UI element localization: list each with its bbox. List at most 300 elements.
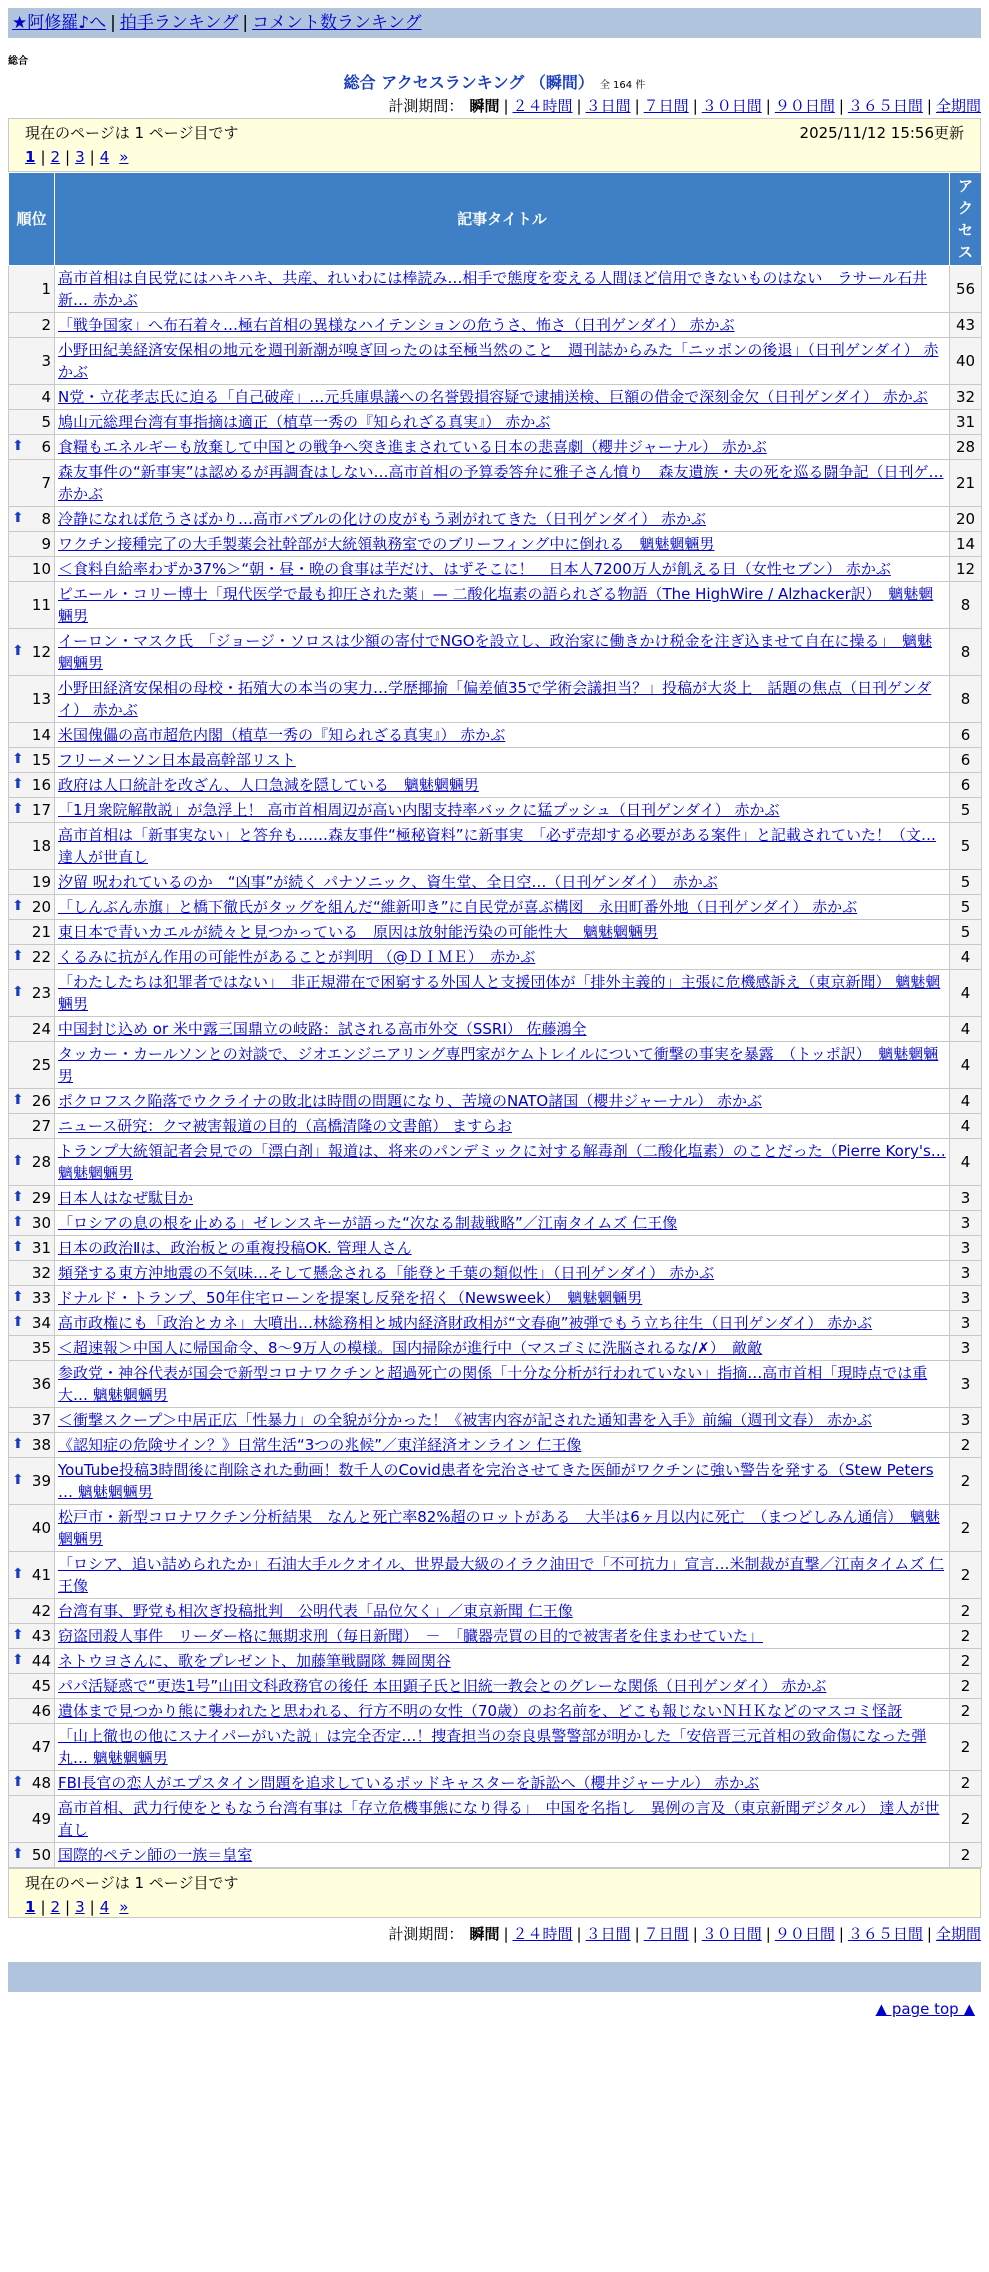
article-link[interactable]: 「戦争国家」へ布石着々…極右首相の異様なハイテンションの危うさ、怖さ（日刊ゲンダイ） 赤かぶ: [58, 316, 735, 334]
rank-up-arrow-icon: ⬆: [12, 510, 24, 526]
article-link[interactable]: 政府は人口統計を改ざん、人口急減を隠している 魑魅魍魎男: [58, 776, 479, 794]
table-row: [9, 798, 982, 823]
table-row: [9, 1771, 982, 1796]
access-count: 2: [950, 1699, 982, 1724]
title-cell: [55, 1552, 950, 1599]
article-link[interactable]: 米国傀儡の高市超危内閣（植草一秀の『知られざる真実』） 赤かぶ: [58, 726, 506, 744]
period-selector-bottom: 計測期間： 瞬間 | ２４時間 | ３日間 | ７日間 | ３０日間 | ９０日間 | ３６５日間 | 全期間: [388, 1925, 981, 1943]
table-row: [9, 895, 982, 920]
title-cell: [55, 895, 950, 920]
article-link[interactable]: 「ロシア、追い詰められたか」石油大手ルクオイル、世界最大級のイラク油田で「不可抗力」宣言…米制裁が直撃／江南タイムズ 仁王像: [58, 1555, 945, 1595]
table-row: [9, 920, 982, 945]
page-link-2[interactable]: 2: [50, 1898, 61, 1916]
nav-link-clap-ranking[interactable]: 拍手ランキング: [119, 13, 239, 33]
rank-up-arrow-icon: ⬆: [12, 1627, 24, 1643]
article-link[interactable]: ポクロフスク陥落でウクライナの敗北は時間の問題になり、苦境のNATO諸国（櫻井ジャーナル） 赤かぶ: [58, 1092, 762, 1110]
title-cell: [55, 1361, 950, 1408]
rank-cell: [9, 1699, 55, 1724]
rank-cell: [9, 895, 55, 920]
table-row: [9, 1505, 982, 1552]
title-cell: [55, 1211, 950, 1236]
title-cell: [55, 1649, 950, 1674]
access-count: 4: [950, 1114, 982, 1139]
rank-cell: [9, 1408, 55, 1433]
rank-cell: [9, 435, 55, 460]
rank-number: 37: [31, 1411, 51, 1429]
article-link[interactable]: ネトウヨさんに、歌をプレゼント、加藤筆戦闘隊 舞岡関谷: [58, 1652, 451, 1670]
access-count: 3: [950, 1236, 982, 1261]
article-link[interactable]: ニュース研究：クマ被害報道の目的（高橋清隆の文書館） ますらお: [58, 1117, 513, 1135]
pagination: 1 | 2 | 3 | 4 »: [25, 148, 129, 166]
rank-cell: [9, 1042, 55, 1089]
table-row: [9, 1211, 982, 1236]
title-header: 記事タイトル: [55, 173, 950, 266]
rank-number: 46: [31, 1702, 51, 1720]
ranking-rows: [9, 266, 982, 1868]
title-cell: [55, 870, 950, 895]
rank-up-arrow-icon: ⬆: [12, 1153, 24, 1169]
title-cell: [55, 723, 950, 748]
rank-up-arrow-icon: ⬆: [12, 984, 24, 1000]
page-link-3[interactable]: 3: [75, 1898, 85, 1916]
title-cell: [55, 1796, 950, 1843]
table-row: [9, 1017, 982, 1042]
table-row: [9, 1139, 982, 1186]
table-row: [9, 1699, 982, 1724]
pagination-box-top: [8, 118, 981, 172]
rank-up-arrow-icon: ⬆: [12, 1472, 24, 1488]
nav-link-comment-ranking[interactable]: コメント数ランキング: [252, 13, 422, 33]
title-cell: [55, 920, 950, 945]
access-count: 2: [950, 1674, 982, 1699]
article-link[interactable]: ＜衝撃スクープ＞中居正広「性暴力」の全貌が分かった！《被害内容が記された通知書を入手》前編（週刊文春） 赤かぶ: [58, 1411, 873, 1429]
table-row: [9, 1843, 982, 1868]
rank-number: 19: [31, 873, 51, 891]
rank-cell: [9, 582, 55, 629]
table-row: [9, 723, 982, 748]
rank-cell: [9, 1796, 55, 1843]
table-row: [9, 532, 982, 557]
access-count: 32: [950, 385, 982, 410]
rank-cell: [9, 557, 55, 582]
table-row: [9, 1674, 982, 1699]
access-count: 2: [950, 1552, 982, 1599]
article-link[interactable]: ＜食料自給率わずか37%＞“朝・昼・晩の食事は芋だけ、はずそこに！ 日本人7200万人が飢える日（女性セブン） 赤かぶ: [58, 560, 891, 578]
article-link[interactable]: 高市首相は「新事実ない」と答弁も……森友事件“極秘資料”に新事実 「必ず売却する必要がある案件」と記載されていた！（文… 達人が世直し: [58, 826, 937, 866]
bottom-bar: [8, 1962, 981, 1992]
rank-cell: [9, 870, 55, 895]
article-link[interactable]: パパ活疑惑で“更迭1号”山田文科政務官の後任 本田顕子氏と旧統一教会とのグレーな関係（日刊ゲンダイ） 赤かぶ: [58, 1677, 827, 1695]
rank-cell: [9, 313, 55, 338]
rank-number: 16: [31, 776, 51, 794]
total-count: 全 164 件: [599, 80, 646, 91]
period-current: 瞬間: [469, 97, 500, 115]
access-count: 2: [950, 1843, 982, 1868]
access-count: 6: [950, 773, 982, 798]
article-link[interactable]: YouTube投稿3時間後に削除された動画！数千人のCovid患者を完治させてきた医師がワクチンに強い警告を発する（Stew Peters … 魑魅魍魎男: [58, 1461, 934, 1501]
access-count: 12: [950, 557, 982, 582]
rank-cell: [9, 1286, 55, 1311]
article-link[interactable]: ワクチン接種完了の大手製薬会社幹部が大統領執務室でのブリーフィング中に倒れる 魑魅魍魎男: [58, 535, 715, 553]
rank-cell: [9, 1433, 55, 1458]
period-link-7d[interactable]: ７日間: [643, 1925, 689, 1943]
access-count: 3: [950, 1286, 982, 1311]
period-link-7d[interactable]: ７日間: [643, 97, 689, 115]
title-cell: [55, 1286, 950, 1311]
table-row: [9, 823, 982, 870]
nav-separator: |: [242, 13, 249, 33]
table-row: [9, 1286, 982, 1311]
rank-up-arrow-icon: ⬆: [12, 1314, 24, 1330]
rank-number: 27: [31, 1117, 51, 1135]
article-link[interactable]: ピエール・コリー博士「現代医学で最も抑圧された薬」— 二酸化塩素の語られざる物語（The HighWire / Alzhacker訳） 魑魅魍魎男: [58, 585, 934, 625]
rank-number: 10: [31, 560, 51, 578]
rank-cell: [9, 266, 55, 313]
access-count: 40: [950, 338, 982, 385]
table-row: [9, 1311, 982, 1336]
page-link-1[interactable]: 1: [25, 1898, 36, 1916]
rank-cell: [9, 460, 55, 507]
rank-cell: [9, 410, 55, 435]
rank-number: 31: [31, 1239, 51, 1257]
article-link[interactable]: 窃盗団殺人事件 リーダー格に無期求刑（毎日新聞） － 「臓器売買の目的で被害者を住まわせていた」: [58, 1627, 764, 1645]
rank-number: 26: [31, 1092, 51, 1110]
title-cell: [55, 629, 950, 676]
page-link-3[interactable]: 3: [75, 148, 85, 166]
title-cell: [55, 1458, 950, 1505]
rank-up-arrow-icon: ⬆: [12, 1436, 24, 1452]
rank-number: 50: [31, 1846, 51, 1864]
rank-number: 6: [41, 438, 51, 456]
period-link-3d[interactable]: ３日間: [585, 1925, 631, 1943]
period-link-30d[interactable]: ３０日間: [701, 97, 762, 115]
title-cell: [55, 507, 950, 532]
rank-up-arrow-icon: ⬆: [12, 1289, 24, 1305]
table-row: [9, 385, 982, 410]
title-cell: [55, 1089, 950, 1114]
rank-up-arrow-icon: ⬆: [12, 948, 24, 964]
article-link[interactable]: ドナルド・トランプ、50年住宅ローンを提案し反発を招く（Newsweek） 魑魅魍魎男: [58, 1289, 643, 1307]
title-cell: [55, 1505, 950, 1552]
article-link[interactable]: フリーメーソン日本最高幹部リスト: [58, 751, 296, 769]
table-row: [9, 1796, 982, 1843]
rank-number: 25: [31, 1056, 51, 1074]
article-link[interactable]: 松戸市・新型コロナワクチン分析結果 なんと死亡率82%超のロットがある 大半は6ヶ月以内に死亡 （まつどしみん通信） 魑魅魍魎男: [58, 1508, 940, 1548]
period-selector-top: 計測期間： 瞬間 | ２４時間 | ３日間 | ７日間 | ３０日間 | ９０日間 | ３６５日間 | 全期間: [388, 97, 981, 115]
rank-cell: [9, 1186, 55, 1211]
period-link-24h[interactable]: ２４時間: [512, 97, 573, 115]
access-count: 4: [950, 970, 982, 1017]
current-page-text-bottom: 現在のページは 1 ページ目です: [25, 1874, 239, 1892]
rank-up-arrow-icon: ⬆: [12, 643, 24, 659]
rank-number: 34: [31, 1314, 51, 1332]
period-link-24h[interactable]: ２４時間: [512, 1925, 573, 1943]
rank-cell: [9, 773, 55, 798]
table-row: [9, 1433, 982, 1458]
page-link-2[interactable]: 2: [50, 148, 61, 166]
article-link[interactable]: 「1月衆院解散説」が急浮上！ 高市首相周辺が高い内閣支持率バックに猛プッシュ（日刊ゲンダイ） 赤かぶ: [58, 801, 780, 819]
rank-cell: [9, 1458, 55, 1505]
access-count: 4: [950, 1042, 982, 1089]
rank-cell: [9, 1089, 55, 1114]
article-link[interactable]: 食糧もエネルギーも放棄して中国との戦争へ突き進まされている日本の悲喜劇（櫻井ジャーナル） 赤かぶ: [58, 438, 767, 456]
article-link[interactable]: くるみに抗がん作用の可能性があることが判明 （@ＤＩＭＥ） 赤かぶ: [58, 948, 536, 966]
title-cell: [55, 1408, 950, 1433]
rank-number: 5: [41, 413, 51, 431]
rank-number: 3: [41, 352, 51, 370]
rank-cell: [9, 1771, 55, 1796]
rank-cell: [9, 798, 55, 823]
rank-up-arrow-icon: ⬆: [12, 1846, 24, 1862]
access-count: 5: [950, 895, 982, 920]
rank-up-arrow-icon: ⬆: [12, 1092, 24, 1108]
period-link-365d[interactable]: ３６５日間: [847, 97, 923, 115]
rank-number: 8: [41, 510, 51, 528]
rank-cell: [9, 676, 55, 723]
article-link[interactable]: 「ロシアの息の根を止める」ゼレンスキーが語った“次なる制裁戦略”／江南タイムズ 仁王像: [58, 1214, 678, 1232]
period-current: 瞬間: [469, 1925, 500, 1943]
title-cell: [55, 338, 950, 385]
title-cell: [55, 773, 950, 798]
rank-cell: [9, 1114, 55, 1139]
nav-link-asyura[interactable]: ★阿修羅♪へ: [12, 13, 107, 33]
article-link[interactable]: 頻発する東方沖地震の不気味…そして懸念される「能登と千葉の類似性」（日刊ゲンダイ） 赤かぶ: [58, 1264, 715, 1282]
period-link-all[interactable]: 全期間: [935, 1925, 981, 1943]
access-count: 3: [950, 1408, 982, 1433]
table-row: [9, 676, 982, 723]
rank-number: 12: [31, 643, 51, 661]
table-row: [9, 1336, 982, 1361]
rank-number: 1: [41, 280, 51, 298]
title-cell: [55, 1311, 950, 1336]
table-row: [9, 582, 982, 629]
nav-separator: |: [110, 13, 116, 33]
rank-number: 32: [31, 1264, 51, 1282]
page-link-4[interactable]: 4: [99, 148, 110, 166]
access-count: 5: [950, 920, 982, 945]
table-row: [9, 1724, 982, 1771]
access-count: 5: [950, 823, 982, 870]
rank-number: 44: [31, 1652, 51, 1670]
access-count: 43: [950, 313, 982, 338]
access-count: 3: [950, 1186, 982, 1211]
table-row: [9, 1599, 982, 1624]
article-link[interactable]: 東日本で青いカエルが続々と見つかっている 原因は放射能汚染の可能性大 魑魅魍魎男: [58, 923, 659, 941]
rank-number: 30: [31, 1214, 51, 1232]
article-link[interactable]: イーロン・マスク氏 「ジョージ・ソロスは少額の寄付でNGOを設立し、政治家に働きかけ税金を注ぎ込ませて自在に操る」 魑魅魍魎男: [58, 632, 933, 672]
title-cell: [55, 1624, 950, 1649]
period-link-3d[interactable]: ３日間: [585, 97, 631, 115]
article-link[interactable]: ＜超速報＞中国人に帰国命令、8～9万人の模様。国内掃除が進行中（マスゴミに洗脳されるな/✗） 敵敵: [58, 1339, 763, 1357]
rank-cell: [9, 1311, 55, 1336]
rank-cell: [9, 1361, 55, 1408]
page-top-link[interactable]: ▲ page top ▲: [875, 2000, 975, 2018]
article-link[interactable]: 高市首相、武力行使をともなう台湾有事は「存立危機事態になり得る」 中国を名指し 異例の言及（東京新聞デジタル） 達人が世直し: [58, 1799, 940, 1839]
table-row: [9, 870, 982, 895]
rank-cell: [9, 1552, 55, 1599]
rank-cell: [9, 1236, 55, 1261]
page-top-container: [8, 2000, 981, 2018]
article-link[interactable]: 《認知症の危険サイン？》日常生活“3つの兆候”／東洋経済オンライン 仁王像: [58, 1436, 582, 1454]
page-link-next[interactable]: »: [119, 148, 129, 166]
article-link[interactable]: 「山上徹也の他にスナイパーがいた説」は完全否定…！捜査担当の奈良県警警部が明かした「安倍晋三元首相の致命傷になった弾丸… 魑魅魍魎男: [58, 1727, 927, 1767]
table-row: [9, 1114, 982, 1139]
period-link-all[interactable]: 全期間: [935, 97, 981, 115]
title-cell: [55, 1771, 950, 1796]
rank-number: 17: [31, 801, 51, 819]
title-cell: [55, 945, 950, 970]
title-cell: [55, 823, 950, 870]
rank-number: 24: [31, 1020, 51, 1038]
title-cell: [55, 1042, 950, 1089]
table-row: [9, 1624, 982, 1649]
access-count: 4: [950, 1017, 982, 1042]
rank-cell: [9, 1649, 55, 1674]
article-link[interactable]: 鳩山元総理台湾有事指摘は適正（植草一秀の『知られざる真実』） 赤かぶ: [58, 413, 551, 431]
rank-up-arrow-icon: ⬆: [12, 1189, 24, 1205]
page-link-4[interactable]: 4: [99, 1898, 110, 1916]
period-link-30d[interactable]: ３０日間: [701, 1925, 762, 1943]
rank-up-arrow-icon: ⬆: [12, 776, 24, 792]
table-row: [9, 460, 982, 507]
page-link-next[interactable]: »: [119, 1898, 129, 1916]
access-count: 2: [950, 1771, 982, 1796]
title-cell: [55, 1843, 950, 1868]
rank-cell: [9, 1843, 55, 1868]
article-link[interactable]: FBI長官の恋人がエプスタイン問題を追求しているポッドキャスターを訴訟へ（櫻井ジャーナル） 赤かぶ: [58, 1774, 760, 1792]
rank-cell: [9, 945, 55, 970]
title-cell: [55, 1433, 950, 1458]
access-count: 2: [950, 1433, 982, 1458]
article-link[interactable]: 高市政権にも「政治とカネ」大噴出…林総務相と城内経済財政相が“文春砲”被弾でもう立ち往生（日刊ゲンダイ） 赤かぶ: [58, 1314, 873, 1332]
rank-number: 45: [31, 1677, 51, 1695]
rank-cell: [9, 723, 55, 748]
period-link-90d[interactable]: ９０日間: [774, 97, 835, 115]
rank-number: 20: [31, 898, 51, 916]
table-row: [9, 410, 982, 435]
rank-number: 7: [41, 474, 51, 492]
table-row: [9, 1261, 982, 1286]
table-row: [9, 629, 982, 676]
table-row: [9, 1408, 982, 1433]
access-count: 6: [950, 723, 982, 748]
table-row: [9, 748, 982, 773]
access-count: 8: [950, 676, 982, 723]
title-cell: [55, 266, 950, 313]
rank-number: 22: [31, 948, 51, 966]
title-cell: [55, 1336, 950, 1361]
access-count: 20: [950, 507, 982, 532]
access-count: 3: [950, 1336, 982, 1361]
rank-number: 42: [31, 1602, 51, 1620]
table-row: [9, 557, 982, 582]
article-link[interactable]: 日本人はなぜ駄目か: [58, 1189, 194, 1207]
access-count: 2: [950, 1458, 982, 1505]
rank-number: 35: [31, 1339, 51, 1357]
article-link[interactable]: 森友事件の“新事実”は認めるが再調査はしない…高市首相の予算委答弁に雅子さん憤り 森友遺族・夫の死を巡る闘争記（日刊ゲ… 赤かぶ: [58, 463, 944, 503]
article-link[interactable]: 「わたしたちは犯罪者ではない」 非正規滞在で困窮する外国人と支援団体が「排外主義的」主張に危機感訴え（東京新聞） 魑魅魍魎男: [58, 973, 941, 1013]
article-link[interactable]: 高市首相は自民党にはハキハキ、共産、れいわには棒読み…相手で態度を変える人間ほど信用できないものはない ラサール石井 新… 赤かぶ: [58, 269, 928, 309]
article-link[interactable]: 冷静になれば危うさばかり…高市バブルの化けの皮がもう剥がれてきた（日刊ゲンダイ） 赤かぶ: [58, 510, 706, 528]
access-count: 31: [950, 410, 982, 435]
rank-up-arrow-icon: ⬆: [12, 1652, 24, 1668]
rank-cell: [9, 1674, 55, 1699]
access-count: 8: [950, 582, 982, 629]
page-link-1[interactable]: 1: [25, 148, 36, 166]
title-cell: [55, 1674, 950, 1699]
rank-cell: [9, 338, 55, 385]
rank-cell: [9, 1505, 55, 1552]
article-link[interactable]: 台湾有事、野党も相次ぎ投稿批判 公明代表「品位欠く」／東京新聞 仁王像: [58, 1602, 573, 1620]
period-link-365d[interactable]: ３６５日間: [847, 1925, 923, 1943]
title-cell: [55, 1699, 950, 1724]
title-cell: [55, 1017, 950, 1042]
rank-cell: [9, 920, 55, 945]
period-label: 計測期間：: [388, 97, 464, 115]
page-title: 総合 アクセスランキング （瞬間）: [343, 73, 594, 92]
article-link[interactable]: タッカー・カールソンとの対談で、ジオエンジニアリング専門家がケムトレイルについて衝撃の事実を暴露 （トッポ訳） 魑魅魍魎男: [58, 1045, 939, 1085]
table-row: [9, 435, 982, 460]
table-row: [9, 507, 982, 532]
article-link[interactable]: 汐留 呪われているのか “凶事”が続く パナソニック、資生堂、全日空…（日刊ゲンダイ） 赤かぶ: [58, 873, 718, 891]
title-cell: [55, 1724, 950, 1771]
access-count: 3: [950, 1261, 982, 1286]
article-link[interactable]: 国際的ペテン師の一族＝皇室: [58, 1846, 253, 1864]
rank-number: 33: [31, 1289, 51, 1307]
rank-number: 43: [31, 1627, 51, 1645]
rank-number: 2: [41, 316, 51, 334]
table-row: [9, 338, 982, 385]
rank-number: 39: [31, 1472, 51, 1490]
article-link[interactable]: トランプ大統領記者会見での「漂白剤」報道は、将来のパンデミックに対する解毒剤（二酸化塩素）のことだった（Pierre Kory's… 魑魅魍魎男: [58, 1142, 946, 1182]
table-row: [9, 970, 982, 1017]
article-link[interactable]: 参政党・神谷代表が国会で新型コロナワクチンと超過死亡の関係「十分な分析が行われていない」指摘…高市首相「現時点では重大… 魑魅魍魎男: [58, 1364, 928, 1404]
rank-cell: [9, 748, 55, 773]
rank-number: 9: [41, 535, 51, 553]
rank-cell: [9, 970, 55, 1017]
access-count: 2: [950, 1796, 982, 1843]
rank-cell: [9, 1599, 55, 1624]
access-count: 4: [950, 945, 982, 970]
rank-number: 41: [31, 1566, 51, 1584]
table-row: [9, 1361, 982, 1408]
rank-cell: [9, 1624, 55, 1649]
article-link[interactable]: 「しんぶん赤旗」と橋下徹氏がタッグを組んだ“維新叩き”に自民党が喜ぶ構図 永田町番外地（日刊ゲンダイ） 赤かぶ: [58, 898, 858, 916]
rank-number: 18: [31, 837, 51, 855]
article-link[interactable]: 遺体まで見つかり熊に襲われたと思われる、行方不明の女性（70歳）のお名前を、どこも報じないＮＨＫなどのマスコミ怪訝: [58, 1702, 903, 1720]
rank-number: 23: [31, 984, 51, 1002]
rank-up-arrow-icon: ⬆: [12, 1566, 24, 1582]
rank-number: 47: [31, 1738, 51, 1756]
rank-cell: [9, 629, 55, 676]
article-link[interactable]: 小野田紀美経済安保相の地元を週刊新潮が嗅ぎ回ったのは至極当然のこと 週刊誌からみた「ニッポンの後退」（日刊ゲンダイ） 赤かぶ: [58, 341, 939, 381]
article-link[interactable]: 小野田経済安保相の母校・拓殖大の本当の実力…学歴揶揄「偏差値35で学術会議担当？」投稿が大炎上 話題の焦点（日刊ゲンダイ） 赤かぶ: [58, 679, 932, 719]
rank-number: 49: [31, 1810, 51, 1828]
rank-cell: [9, 507, 55, 532]
article-link[interactable]: 日本の政治Ⅱは、政治板との重複投稿OK. 管理人さん: [58, 1239, 412, 1257]
pagination-box-bottom: [8, 1868, 981, 1918]
title-cell: [55, 1599, 950, 1624]
title-cell: [55, 1261, 950, 1286]
table-row: [9, 773, 982, 798]
article-link[interactable]: 中国封じ込め or 米中露三国鼎立の岐路：試される高市外交（SSRI） 佐藤鴻全: [58, 1020, 587, 1038]
title-cell: [55, 970, 950, 1017]
period-link-90d[interactable]: ９０日間: [774, 1925, 835, 1943]
rank-up-arrow-icon: ⬆: [12, 751, 24, 767]
rank-number: 14: [31, 726, 51, 744]
access-count: 3: [950, 1361, 982, 1408]
article-link[interactable]: N党・立花孝志氏に迫る「自己破産」…元兵庫県議への名誉毀損容疑で逮捕送検、巨額の借金で深刻金欠（日刊ゲンダイ） 赤かぶ: [58, 388, 928, 406]
